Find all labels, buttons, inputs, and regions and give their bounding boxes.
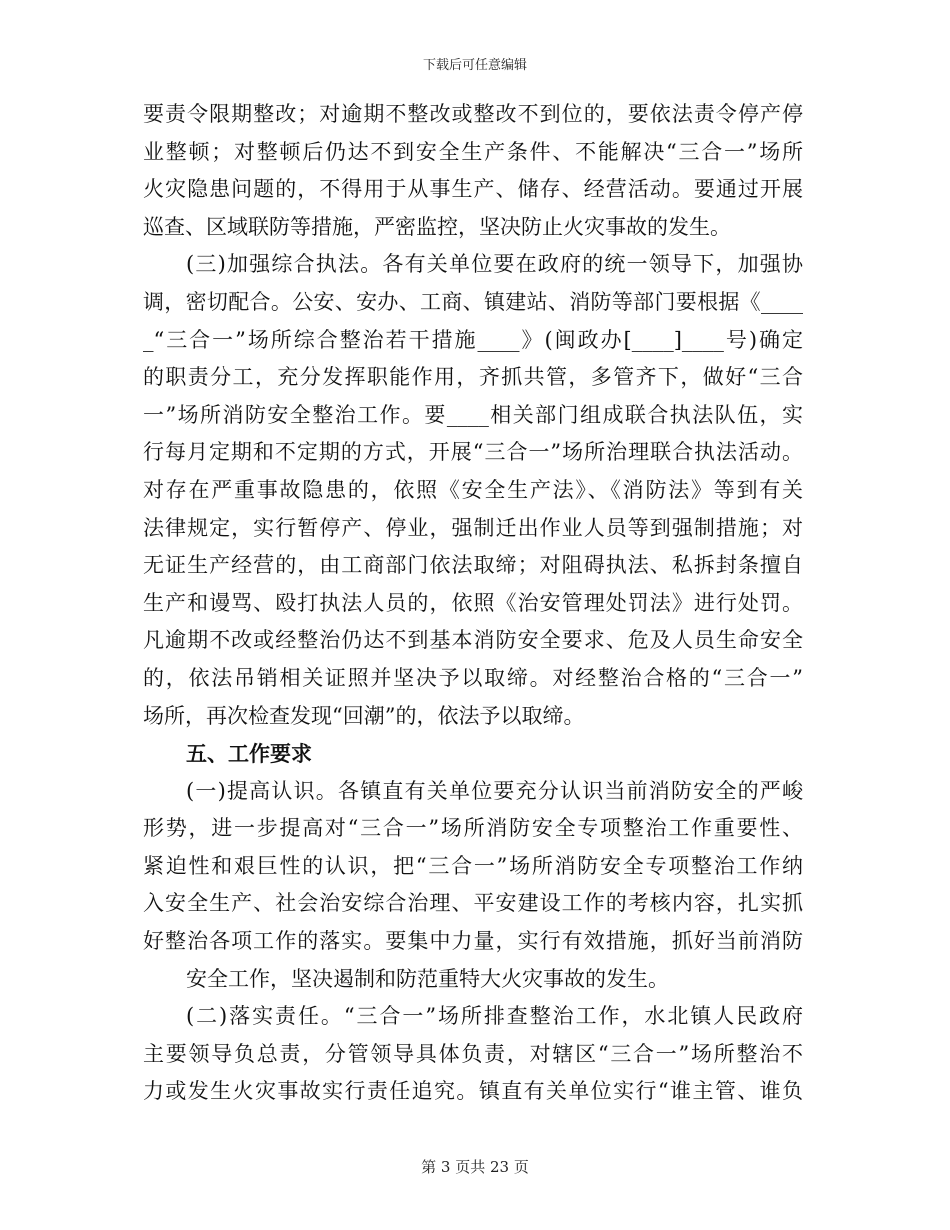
paragraph-line: 好整治各项工作的落实。要集中力量，实行有效措施，抓好当前消防 xyxy=(143,929,803,954)
paragraph-line: (二)落实责任。“三合一”场所排查整治工作，水北镇人民政府 xyxy=(186,1004,803,1029)
paragraph-line: 场所，再次检查发现“回潮”的，依法予以取缔。 xyxy=(143,703,585,728)
paragraph-line: 形势，进一步提高对“三合一”场所消防安全专项整治工作重要性、 xyxy=(143,816,803,841)
paragraph-line: 无证生产经营的，由工商部门依法取缔；对阻碍执法、私拆封条擅自 xyxy=(143,553,803,578)
paragraph-line: 安全工作，坚决遏制和防范重特大火灾事故的发生。 xyxy=(186,966,669,991)
paragraph-line: 对存在严重事故隐患的，依照《安全生产法》、《消防法》等到有关 xyxy=(143,477,803,502)
paragraph-line: 紧迫性和艰巨性的认识，把“三合一”场所消防安全专项整治工作纳 xyxy=(143,853,803,878)
paragraph-line: 生产和谩骂、殴打执法人员的，依照《治安管理处罚法》进行处罚。 xyxy=(143,590,803,615)
section-heading: 五、工作要求 xyxy=(186,741,312,767)
paragraph-line: 力或发生火灾事故实行责任追究。镇直有关单位实行“谁主管、谁负 xyxy=(143,1079,803,1104)
paragraph-line: 法律规定，实行暂停产、停业，强制迁出作业人员等到强制措施；对 xyxy=(143,515,803,540)
paragraph-line: (一)提高认识。各镇直有关单位要充分认识当前消防安全的严峻 xyxy=(186,778,803,803)
paragraph-line: 的，依法吊销相关证照并坚决予以取缔。对经整治合格的“三合一” xyxy=(143,665,803,690)
paragraph-line: 一”场所消防安全整治工作。要____相关部门组成联合执法队伍，实 xyxy=(143,402,803,427)
paragraph-line: 行每月定期和不定期的方式，开展“三合一”场所治理联合执法活动。 xyxy=(143,440,803,465)
document-body xyxy=(143,96,803,1111)
paragraph-line: 火灾隐患问题的，不得用于从事生产、储存、经营活动。要通过开展 xyxy=(143,177,803,202)
paragraph-line: 巡查、区域联防等措施，严密监控，坚决防止火灾事故的发生。 xyxy=(143,214,731,239)
paragraph-line: _“三合一”场所综合整治若干措施____》(闽政办[____]____号)确定 xyxy=(143,327,803,352)
paragraph-line: 凡逾期不改或经整治仍达不到基本消防安全要求、危及人员生命安全 xyxy=(143,628,803,653)
paragraph-line: 主要领导负总责，分管领导具体负责，对辖区“三合一”场所整治不 xyxy=(143,1041,803,1066)
paragraph-line: 调，密切配合。公安、安办、工商、镇建站、消防等部门要根据《____ xyxy=(143,289,803,314)
page-header: 下载后可任意编辑 xyxy=(422,58,527,73)
paragraph-line: 入安全生产、社会治安综合治理、平安建设工作的考核内容，扎实抓 xyxy=(143,891,803,916)
paragraph-line: 要责令限期整改；对逾期不整改或整改不到位的，要依法责令停产停 xyxy=(143,102,803,126)
paragraph-line: 的职责分工，充分发挥职能作用，齐抓共管，多管齐下，做好“三合 xyxy=(143,365,803,390)
page-footer: 第 3 页共 23 页 xyxy=(421,1158,529,1176)
paragraph-line: (三)加强综合执法。各有关单位要在政府的统一领导下，加强协 xyxy=(186,252,803,277)
paragraph-line: 业整顿；对整顿后仍达不到安全生产条件、不能解决“三合一”场所 xyxy=(143,139,803,164)
